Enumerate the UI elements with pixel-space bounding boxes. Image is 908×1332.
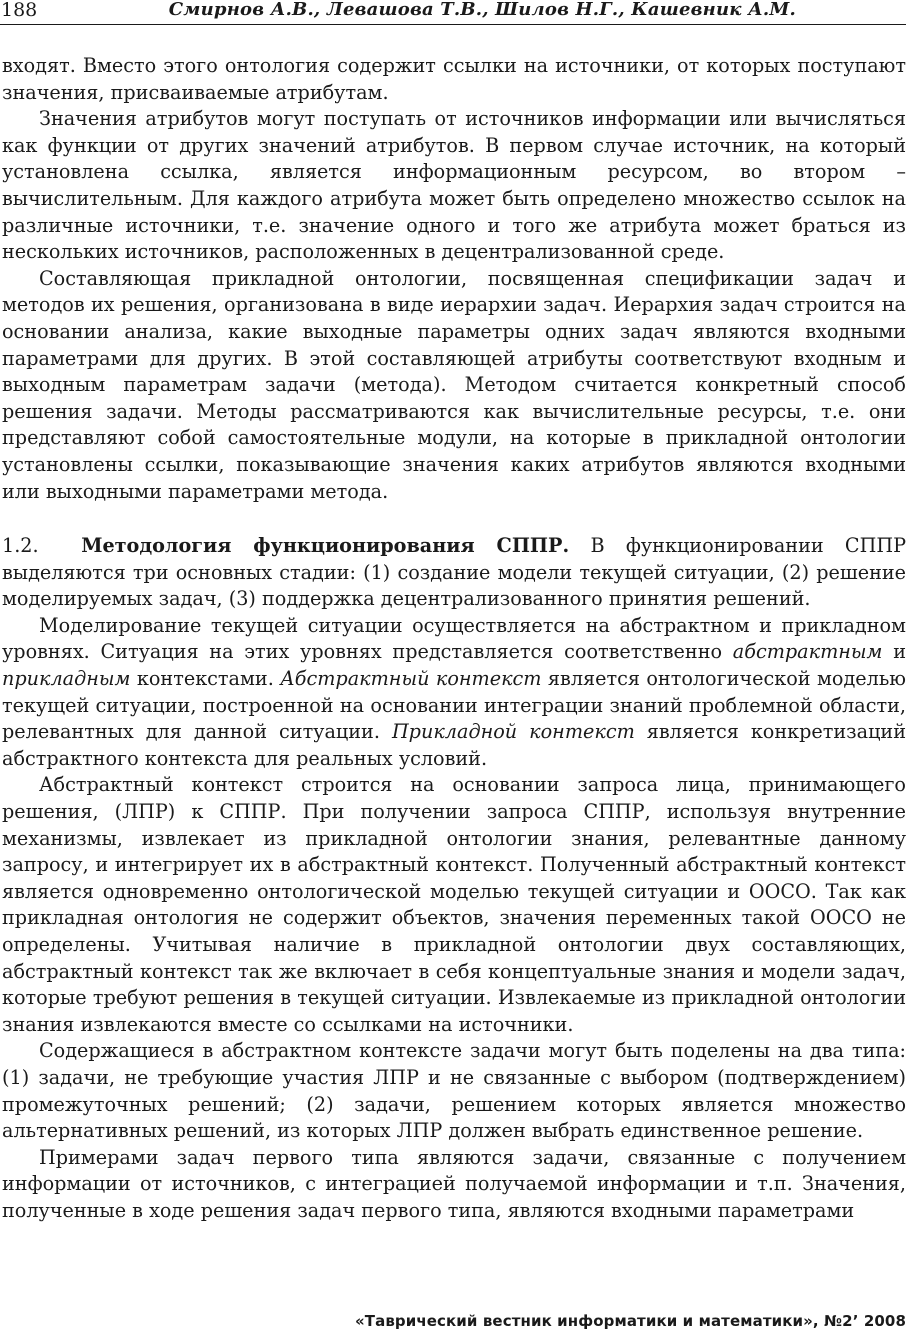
paragraph-7: Содержащиеся в абстрактном контексте задачи могут быть поделены на два типа: (1) задачи, не требующие участия ЛПР и не связанные с выбором (подтверждением) промежуточных решений; (2) задачи, решением которых является множество альтернативных решений, из которых ЛПР должен выбрать единственное решение.: [2, 1039, 906, 1143]
italic-term: Прикладной контекст: [391, 720, 635, 744]
italic-term: прикладным: [2, 667, 131, 691]
text-run: и: [882, 640, 906, 664]
journal-footer: «Таврический вестник информатики и математики», №2’ 2008: [354, 1312, 906, 1330]
italic-term: абстрактным: [732, 640, 883, 664]
article-body: [2, 53, 906, 1225]
text-run: контекстами.: [130, 667, 281, 691]
author-list: Смирнов А.В., Левашова Т.В., Шилов Н.Г., Кашевник А.М.: [168, 0, 796, 20]
section-number: 1.2.: [2, 534, 39, 558]
paragraph-8: Примерами задач первого типа являются задачи, связанные с получением информации от источников, с интеграцией получаемой информации и т.п. Значения, полученные в ходе решения задач первого типа, являются входными параметрами: [2, 1145, 906, 1222]
paragraph-2: Значения атрибутов могут поступать от источников информации или вычисляться как функции от других значений атрибутов. В первом случае источник, на который установлена ссылка, является информационным ресурсом, во втором – вычислительным. Для каждого атрибута может быть определено множество ссылок на различные источники, т.е. значение одного и того же атрибута может браться из нескольких источников, расположенных в децентрализованной среде.: [2, 107, 906, 264]
paragraph-6: Абстрактный контекст строится на основании запроса лица, принимающего решения, (ЛПР) к СППР. При получении запроса СППР, используя внутренние механизмы, извлекает из прикладной онтологии знания, релевантные данному запросу, и интегрирует их в абстрактный контекст. Полученный абстрактный контекст является одновременно онтологической моделью текущей ситуации и ООСО. Так как прикладная онтология не содержит объектов, значения переменных такой ООСО не определены. Учитывая наличие в прикладной онтологии двух составляющих, абстрактный контекст так же включает в себя концептуальные знания и модели задач, которые требуют решения в текущей ситуации. Извлекаемые из прикладной онтологии знания извлекаются вместе со ссылками на источники.: [2, 773, 906, 1036]
paragraph-5: [2, 613, 906, 773]
text-run: является конкретизаций абстрактного контекста для реальных условий.: [2, 720, 907, 770]
paragraph-3: Составляющая прикладной онтологии, посвященная спецификации задач и методов их решения, организована в виде иерархии задач. Иерархия задач строится на основании анализа, какие выходные параметры одних задач являются входными параметрами для других. В этой составляющей атрибуты соответствуют входным и выходным параметрам задачи (метода). Методом считается конкретный способ решения задачи. Методы рассматриваются как вычислительные ресурсы, т.е. они представляют собой самостоятельные модули, на которые в прикладной онтологии установлены ссылки, показывающие значения каких атрибутов являются входными или выходными параметрами метода.: [2, 266, 906, 503]
text-run: Моделирование текущей ситуации осуществляется на абстрактном и прикладном уровнях. Ситуация на этих уровнях представляется соответственно: [2, 613, 906, 664]
running-header: [0, 0, 906, 25]
section-paragraph: [2, 533, 906, 613]
page-number: 188: [1, 0, 38, 21]
text-run: является онтологической моделью текущей ситуации, построенной на основании интеграции знаний проблемной области, релевантных для данной ситуации.: [2, 667, 906, 744]
italic-term: Абстрактный контекст: [280, 667, 542, 691]
section-intro-text: В функционировании СППР выделяются три основных стадии: (1) создание модели текущей ситуации, (2) решение моделируемых задач, (3) поддержка децентрализованного принятия решений.: [2, 534, 906, 611]
paragraph-1: входят. Вместо этого онтология содержит ссылки на источники, от которых поступают значения, присваиваемые атрибутам.: [2, 54, 906, 104]
section-title: Методология функционирования СППР.: [81, 534, 570, 558]
